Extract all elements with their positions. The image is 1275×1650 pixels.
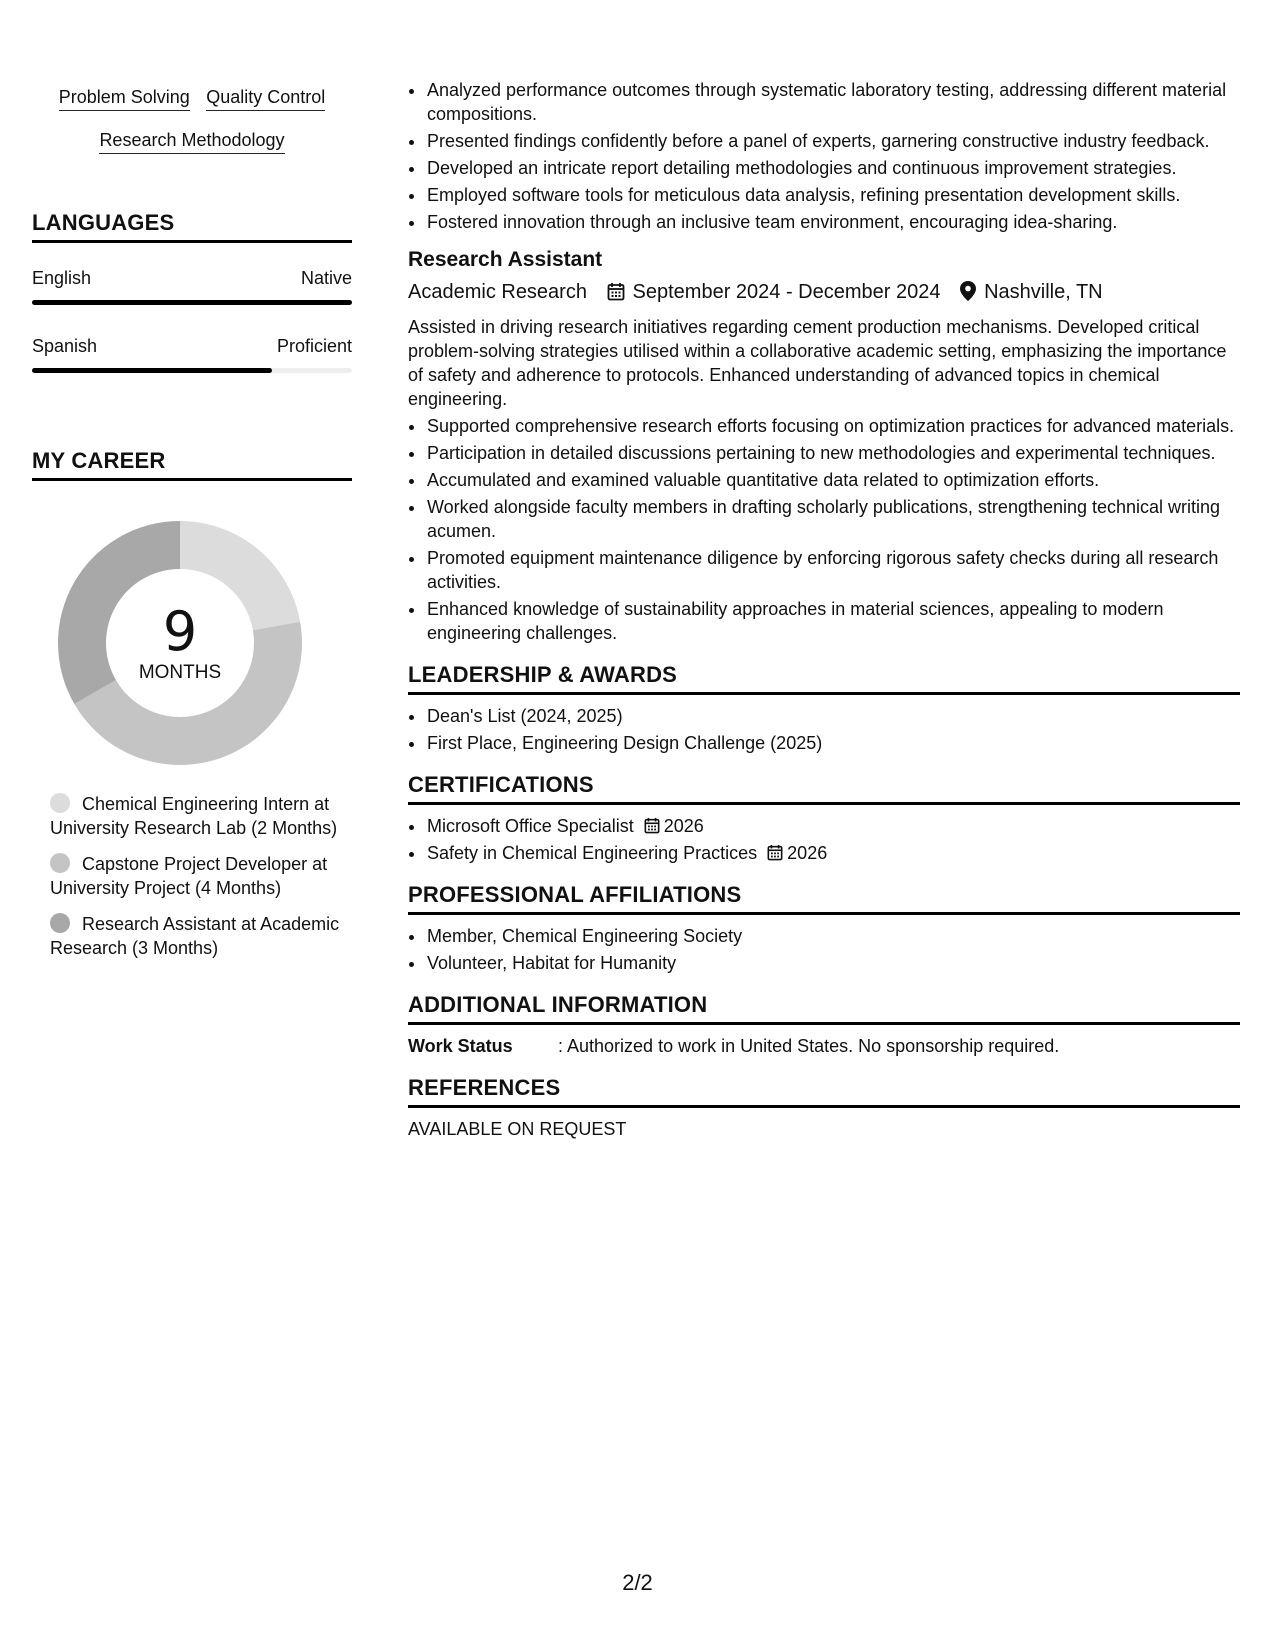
bullet-item: • Accumulated and examined valuable quantitative data related to optimization efforts. (426, 468, 1240, 492)
bullet-item: • Developed an intricate report detailing methodologies and continuous improvement strategies. (426, 156, 1240, 180)
calendar-icon (767, 844, 783, 861)
references-heading: REFERENCES (408, 1074, 1240, 1108)
career-legend (50, 792, 350, 972)
career-total-value: 9 (162, 600, 198, 663)
language-name: English (32, 268, 92, 288)
bullet-item: • Employed software tools for meticulous data analysis, refining presentation development skills. (426, 183, 1240, 207)
job-dates: September 2024 - December 2024 (632, 281, 941, 303)
job-company: Academic Research (408, 281, 587, 303)
certification-year: 2026 (787, 843, 828, 863)
skill-tag: Research Methodology (99, 129, 284, 154)
legend-label: Research Assistant at Academic Research (3 Months) (50, 914, 340, 958)
certification-item (426, 814, 1240, 838)
calendar-icon (644, 817, 660, 834)
bullet-item: • Promoted equipment maintenance diligence by enforcing rigorous safety checks during all research activities. (426, 546, 1240, 594)
legend-swatch (50, 913, 70, 933)
language-proficiency-bar (32, 300, 352, 305)
language-level: Native (300, 268, 352, 288)
calendar-icon (607, 281, 625, 309)
bullet-item: • Participation in detailed discussions pertaining to new methodologies and experimental techniques. (426, 441, 1240, 465)
location-pin-icon (960, 281, 976, 309)
bullet-item: • Supported comprehensive research efforts focusing on optimization practices for advanced materials. (426, 414, 1240, 438)
language-proficiency-fill (32, 368, 272, 373)
job-description: Assisted in driving research initiatives regarding cement production mechanisms. Developed critical problem-solving strategies utilised within a collaborative academic setting, emphasizing the importance of safety and adherence to protocols. Enhanced understanding of advanced topics in chemical engineering. (408, 317, 1227, 409)
certification-name: Microsoft Office Specialist (427, 816, 634, 836)
work-status-value: : Authorized to work in United States. No sponsorship required. (558, 1036, 1060, 1056)
leadership-heading: LEADERSHIP & AWARDS (408, 661, 1240, 695)
languages-heading: LANGUAGES (32, 210, 352, 243)
references-text: AVAILABLE ON REQUEST (408, 1119, 627, 1139)
right-column (408, 78, 1240, 1141)
affiliation-item: • Volunteer, Habitat for Humanity (426, 951, 1240, 975)
job-meta (408, 278, 1240, 309)
certification-year: 2026 (663, 816, 704, 836)
certifications-heading: CERTIFICATIONS (408, 771, 1240, 805)
legend-label: Capstone Project Developer at University Project (4 Months) (50, 854, 328, 898)
language-level: Proficient (276, 336, 352, 356)
career-legend-item (50, 852, 350, 900)
leadership-list (408, 704, 1240, 755)
skill-tag: Quality Control (206, 86, 325, 111)
career-legend-item (50, 792, 350, 840)
legend-swatch (50, 793, 70, 813)
career-heading: MY CAREER (32, 448, 352, 481)
language-proficiency-fill (32, 300, 352, 305)
bullet-item: • Analyzed performance outcomes through systematic laboratory testing, addressing different material compositions. (426, 78, 1240, 126)
language-proficiency-bar (32, 368, 352, 373)
job-bullets (408, 414, 1240, 645)
job-title: Research Assistant (408, 248, 603, 271)
language-name: Spanish (32, 336, 98, 356)
bullet-item: • Fostered innovation through an inclusive team environment, encouraging idea-sharing. (426, 210, 1240, 234)
bullet-item: • Enhanced knowledge of sustainability approaches in material sciences, appealing to modern engineering challenges. (426, 597, 1240, 645)
legend-label: Chemical Engineering Intern at University Research Lab (2 Months) (50, 794, 338, 838)
affiliations-heading: PROFESSIONAL AFFILIATIONS (408, 881, 1240, 915)
award-item: • First Place, Engineering Design Challenge (2025) (426, 731, 1240, 755)
skill-tag: Problem Solving (59, 86, 190, 111)
career-donut-center (57, 520, 303, 766)
award-item: • Dean's List (2024, 2025) (426, 704, 1240, 728)
previous-job-bullets (408, 78, 1240, 234)
legend-swatch (50, 853, 70, 873)
page-number: 2/2 (622, 1570, 653, 1595)
work-status-row (408, 1034, 1240, 1058)
certification-date (644, 816, 704, 836)
certifications-list (408, 814, 1240, 865)
additional-info-heading: ADDITIONAL INFORMATION (408, 991, 1240, 1025)
certification-name: Safety in Chemical Engineering Practices (427, 843, 758, 863)
work-status-label: Work Status (408, 1036, 513, 1056)
certification-item (426, 841, 1240, 865)
affiliation-item: • Member, Chemical Engineering Society (426, 924, 1240, 948)
job-location: Nashville, TN (984, 281, 1103, 303)
career-total-unit: MONTHS (138, 662, 222, 683)
bullet-item: • Worked alongside faculty members in drafting scholarly publications, strengthening technical writing acumen. (426, 495, 1240, 543)
skills-list (32, 86, 352, 172)
affiliations-list (408, 924, 1240, 975)
career-legend-item (50, 912, 350, 960)
certification-date (767, 843, 827, 863)
bullet-item: • Presented findings confidently before a panel of experts, garnering constructive industry feedback. (426, 129, 1240, 153)
